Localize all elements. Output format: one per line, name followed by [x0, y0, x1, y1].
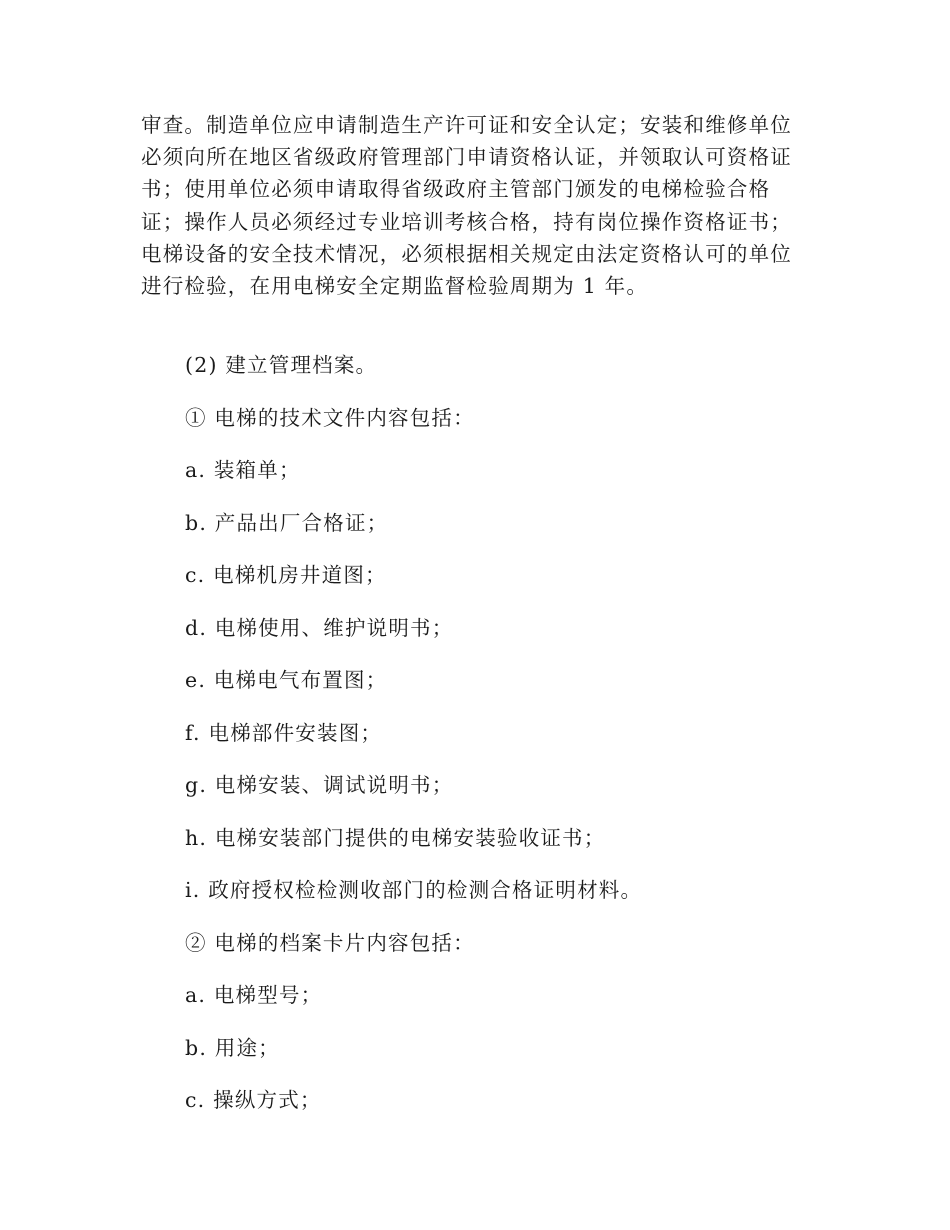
subsection-heading: ① 电梯的技术文件内容包括：: [185, 406, 475, 430]
paragraph-line: 审查。制造单位应申请制造生产许可证和安全认定；安装和维修单位: [141, 113, 792, 137]
list-item: a. 装箱单；: [185, 458, 301, 482]
list-item: f. 电梯部件安装图；: [185, 721, 383, 745]
list-item: e. 电梯电气布置图；: [185, 668, 388, 692]
list-item: c. 操纵方式；: [185, 1088, 322, 1112]
paragraph-line: 证；操作人员必须经过专业培训考核合格，持有岗位操作资格证书；: [141, 209, 792, 234]
list-item: b. 用途；: [185, 1036, 280, 1060]
list-item: c. 电梯机房井道图；: [185, 563, 387, 587]
list-item: d. 电梯使用、维护说明书；: [185, 616, 454, 640]
list-item: h. 电梯安装部门提供的电梯安装验收证书；: [185, 826, 606, 850]
paragraph-line: 书；使用单位必须申请取得省级政府主管部门颁发的电梯检验合格: [141, 177, 771, 202]
paragraph-line: 电梯设备的安全技术情况，必须根据相关规定由法定资格认可的单位: [141, 241, 792, 266]
subsection-heading: ② 电梯的档案卡片内容包括：: [185, 931, 475, 955]
list-item: b. 产品出厂合格证；: [185, 511, 389, 535]
body-paragraph: [141, 109, 821, 302]
paragraph-line: 进行检验，在用电梯安全定期监督检验周期为 1 年。: [141, 274, 649, 299]
list-item: a. 电梯型号；: [185, 983, 323, 1007]
list-item: g. 电梯安装、调试说明书；: [185, 773, 454, 797]
section-heading: (2) 建立管理档案。: [185, 353, 378, 377]
paragraph-line: 必须向所在地区省级政府管理部门申请资格认证，并领取认可资格证: [141, 145, 792, 170]
list-item: i. 政府授权检检测收部门的检测合格证明材料。: [185, 878, 643, 902]
